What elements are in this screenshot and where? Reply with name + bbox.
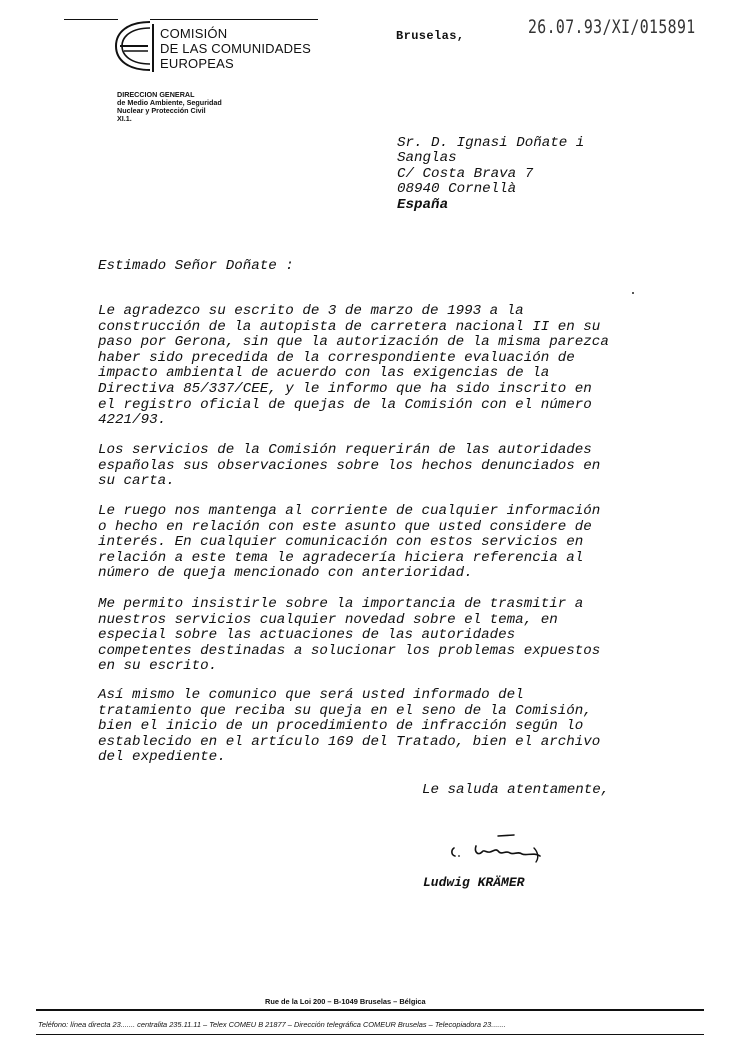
organization-name-line: DE LAS COMUNIDADES	[160, 41, 311, 56]
paragraph-line: tratamiento que reciba su queja en el seno de la Comisión,	[98, 702, 592, 719]
paragraph-line: el registro oficial de quejas de la Comisión con el número	[98, 396, 592, 413]
footer-rule	[36, 1034, 704, 1035]
letterhead-rule-left	[64, 19, 118, 20]
handwritten-signature	[446, 828, 546, 864]
paragraph-line: paso por Gerona, sin que la autorización de la misma parezca	[98, 334, 609, 351]
paragraph-line: Le agradezco su escrito de 3 de marzo de 1993 a la	[98, 303, 524, 319]
body-paragraph	[98, 504, 658, 582]
body-paragraph	[98, 304, 658, 429]
paragraph-line: su carta.	[98, 473, 175, 490]
recipient-line: 08940 Cornellà	[397, 181, 517, 197]
commission-logo-icon	[112, 18, 154, 74]
paragraph-line: competentes destinadas a solucionar los problemas expuestos	[98, 642, 601, 659]
paragraph-line: 4221/93.	[98, 412, 167, 429]
organization-name-line: EUROPEAS	[160, 56, 234, 71]
registration-stamp: 26.07.93/XI/015891	[528, 16, 696, 38]
paragraph-line: impacto ambiental de acuerdo con las exigencias de la	[98, 365, 550, 382]
department-line: de Medio Ambiente, Seguridad	[117, 98, 222, 107]
footer-address: Rue de la Loi 200 – B-1049 Bruselas – Bélgica	[265, 997, 426, 1006]
recipient-line: Sanglas	[397, 150, 457, 166]
logo-divider	[152, 24, 154, 72]
paragraph-line: o hecho en relación con este asunto que usted considere de	[98, 518, 592, 535]
paragraph-line: Así mismo le comunico que será usted informado del	[98, 687, 524, 703]
recipient-line: C/ Costa Brava 7	[397, 166, 534, 182]
paragraph-line: Directiva 85/337/CEE, y le informo que ha sido inscrito en	[98, 380, 592, 397]
paragraph-line: españolas sus observaciones sobre los hechos denunciados en	[98, 457, 601, 474]
closing-phrase: Le saluda atentamente,	[422, 782, 610, 798]
paragraph-line: número de queja mencionado con anterioridad.	[98, 565, 473, 582]
paragraph-line: Los servicios de la Comisión requerirán de las autoridades	[98, 442, 592, 458]
paragraph-line: bien el inicio de un procedimiento de infracción según lo	[98, 718, 584, 735]
department-line: DIRECCION GENERAL	[117, 90, 195, 99]
paragraph-line: construcción de la autopista de carretera nacional II en su	[98, 318, 601, 335]
place-of-writing: Bruselas,	[396, 29, 465, 43]
paragraph-line: Me permito insistirle sobre la importancia de trasmitir a	[98, 596, 584, 612]
salutation: Estimado Señor Doñate :	[98, 258, 294, 274]
footer-rule	[36, 1009, 704, 1011]
paragraph-line: establecido en el artículo 169 del Tratado, bien el archivo	[98, 733, 601, 750]
speck-mark	[632, 292, 634, 294]
department-line: Nuclear y Protección Civil	[117, 106, 206, 115]
letterhead-rule-right	[150, 19, 318, 20]
paragraph-line: especial sobre las actuaciones de las autoridades	[98, 627, 516, 644]
paragraph-line: interés. En cualquier comunicación con estos servicios en	[98, 534, 584, 551]
body-paragraph	[98, 688, 658, 766]
department-line: XI.1.	[117, 114, 132, 123]
paragraph-line: en su escrito.	[98, 658, 218, 675]
paragraph-line: del expediente.	[98, 749, 226, 766]
paragraph-line: Le ruego nos mantenga al corriente de cualquier información	[98, 503, 601, 519]
signer-name: Ludwig KRÄMER	[423, 875, 525, 890]
organization-name-line: COMISIÓN	[160, 26, 228, 41]
recipient-line: España	[397, 197, 449, 213]
footer-contacts: Teléfono: línea directa 23....... centralita 235.11.11 – Telex COMEU B 21877 – Dirección telegráfica COMEUR Bruselas – Telecopiadora 23.......	[38, 1020, 506, 1029]
body-paragraph	[98, 443, 658, 490]
body-paragraph	[98, 597, 658, 675]
recipient-line: Sr. D. Ignasi Doñate i	[397, 135, 585, 151]
paragraph-line: relación a este tema le agradecería hiciera referencia al	[98, 549, 584, 566]
paragraph-line: haber sido precedida de la correspondiente evaluación de	[98, 349, 575, 366]
paragraph-line: nuestros servicios cualquier novedad sobre el tema, en	[98, 611, 558, 628]
